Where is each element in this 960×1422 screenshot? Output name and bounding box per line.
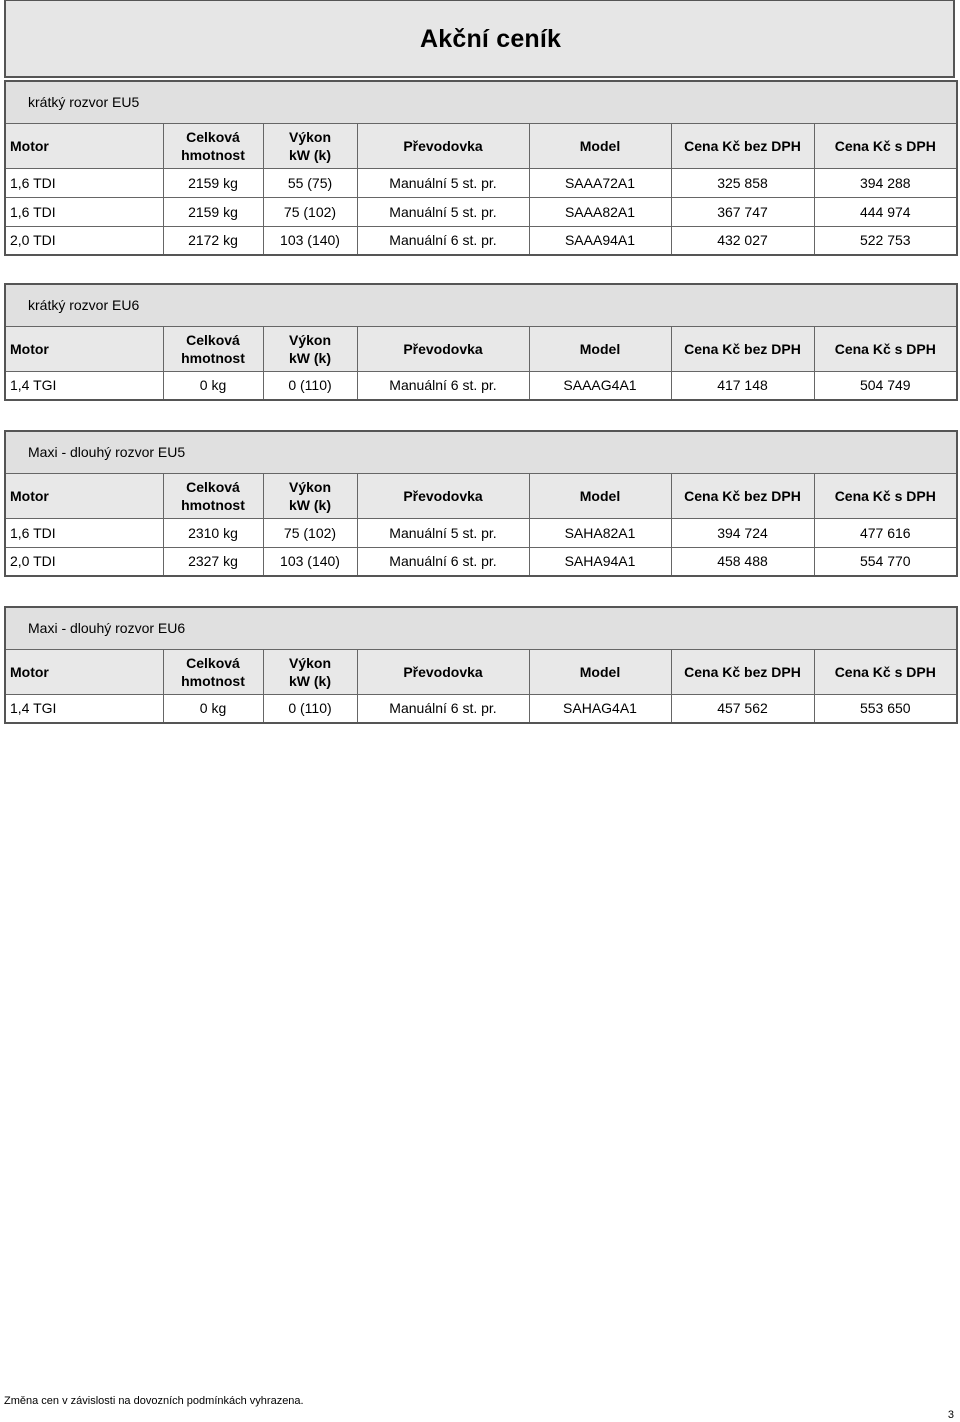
- cell-gearbox: Manuální 6 st. pr.: [357, 371, 529, 400]
- cell-price-gross: 522 753: [814, 226, 957, 255]
- cell-weight: 0 kg: [163, 694, 263, 723]
- header-price-gross: [814, 649, 957, 694]
- cell-motor: 2,0 TDI: [5, 547, 163, 576]
- cell-price-gross: 394 288: [814, 168, 957, 197]
- cell-weight: 2327 kg: [163, 547, 263, 576]
- header-row: [5, 326, 957, 371]
- cell-price-gross: 504 749: [814, 371, 957, 400]
- price-table: [4, 283, 958, 401]
- table-row: [5, 197, 957, 226]
- header-power: [263, 326, 357, 371]
- header-row: [5, 649, 957, 694]
- cell-weight: 2159 kg: [163, 168, 263, 197]
- section-title-row: [5, 431, 957, 473]
- cell-gearbox: Manuální 5 st. pr.: [357, 197, 529, 226]
- table-row: [5, 518, 957, 547]
- header-motor-text: Motor: [10, 487, 49, 504]
- header-power-text: Výkon: [288, 331, 331, 348]
- table-row: [5, 694, 957, 723]
- header-model: [529, 473, 671, 518]
- header-price-net: [671, 123, 814, 168]
- header-power-text: kW (k): [289, 349, 331, 366]
- section-title: krátký rozvor EU6: [5, 284, 957, 326]
- cell-price-net: 367 747: [671, 197, 814, 226]
- cell-gearbox: Manuální 5 st. pr.: [357, 168, 529, 197]
- footer-note: Změna cen v závislosti na dovozních podmínkách vyhrazena.: [4, 1395, 304, 1407]
- cell-price-gross: 554 770: [814, 547, 957, 576]
- table-row: [5, 168, 957, 197]
- page-title: Akční ceník: [420, 25, 562, 53]
- header-model-text: Model: [579, 487, 621, 504]
- cell-model: SAAA72A1: [529, 168, 671, 197]
- header-power-text: kW (k): [289, 672, 331, 689]
- cell-gearbox: Manuální 5 st. pr.: [357, 518, 529, 547]
- header-price-net-text: Cena Kč bez DPH: [684, 487, 801, 504]
- header-gearbox: [357, 649, 529, 694]
- header-price-gross-text: Cena Kč s DPH: [834, 487, 936, 504]
- header-weight: [163, 123, 263, 168]
- header-motor: [5, 123, 163, 168]
- header-gearbox: [357, 123, 529, 168]
- header-price-gross: [814, 123, 957, 168]
- section-title-row: [5, 81, 957, 123]
- cell-motor: 1,4 TGI: [5, 694, 163, 723]
- header-power: [263, 123, 357, 168]
- header-price-gross-text: Cena Kč s DPH: [834, 340, 936, 357]
- cell-price-gross: 444 974: [814, 197, 957, 226]
- price-table: [4, 606, 958, 724]
- header-weight: [163, 473, 263, 518]
- cell-model: SAAA82A1: [529, 197, 671, 226]
- cell-motor: 2,0 TDI: [5, 226, 163, 255]
- cell-price-net: 432 027: [671, 226, 814, 255]
- price-table: [4, 80, 958, 256]
- header-weight-text: Celková: [186, 478, 240, 495]
- cell-gearbox: Manuální 6 st. pr.: [357, 694, 529, 723]
- cell-model: SAAAG4A1: [529, 371, 671, 400]
- header-weight: [163, 649, 263, 694]
- header-motor: [5, 326, 163, 371]
- header-weight-text: hmotnost: [181, 349, 245, 366]
- cell-price-net: 417 148: [671, 371, 814, 400]
- cell-power: 0 (110): [263, 371, 357, 400]
- header-motor-text: Motor: [10, 137, 49, 154]
- cell-motor: 1,4 TGI: [5, 371, 163, 400]
- cell-model: SAHAG4A1: [529, 694, 671, 723]
- header-power-text: kW (k): [289, 146, 331, 163]
- header-price-gross-text: Cena Kč s DPH: [834, 663, 936, 680]
- cell-gearbox: Manuální 6 st. pr.: [357, 226, 529, 255]
- header-power: [263, 649, 357, 694]
- section-title-row: [5, 607, 957, 649]
- title-box: [4, 0, 955, 78]
- cell-weight: 2172 kg: [163, 226, 263, 255]
- header-power-text: Výkon: [288, 128, 331, 145]
- page-number: 3: [947, 1409, 954, 1421]
- header-motor-text: Motor: [10, 340, 49, 357]
- header-model: [529, 649, 671, 694]
- header-gearbox-text: Převodovka: [403, 340, 483, 357]
- header-price-net-text: Cena Kč bez DPH: [684, 340, 801, 357]
- table-row: [5, 226, 957, 255]
- cell-price-net: 457 562: [671, 694, 814, 723]
- header-model-text: Model: [579, 663, 621, 680]
- table-row: [5, 547, 957, 576]
- header-gearbox-text: Převodovka: [403, 137, 483, 154]
- cell-price-gross: 553 650: [814, 694, 957, 723]
- header-weight-text: hmotnost: [181, 672, 245, 689]
- header-price-gross: [814, 473, 957, 518]
- header-power-text: kW (k): [289, 496, 331, 513]
- section-title: Maxi - dlouhý rozvor EU5: [5, 431, 957, 473]
- price-table: [4, 430, 958, 577]
- header-row: [5, 123, 957, 168]
- header-gearbox: [357, 473, 529, 518]
- header-motor: [5, 473, 163, 518]
- cell-model: SAHA82A1: [529, 518, 671, 547]
- cell-weight: 2310 kg: [163, 518, 263, 547]
- cell-weight: 0 kg: [163, 371, 263, 400]
- section-title: Maxi - dlouhý rozvor EU6: [5, 607, 957, 649]
- header-price-gross: [814, 326, 957, 371]
- header-model-text: Model: [579, 340, 621, 357]
- header-model: [529, 326, 671, 371]
- header-price-net: [671, 649, 814, 694]
- cell-motor: 1,6 TDI: [5, 168, 163, 197]
- header-gearbox: [357, 326, 529, 371]
- cell-power: 0 (110): [263, 694, 357, 723]
- header-model-text: Model: [579, 137, 621, 154]
- header-weight-text: Celková: [186, 128, 240, 145]
- header-power-text: Výkon: [288, 654, 331, 671]
- section-title: krátký rozvor EU5: [5, 81, 957, 123]
- section-title-row: [5, 284, 957, 326]
- header-weight-text: hmotnost: [181, 496, 245, 513]
- header-weight: [163, 326, 263, 371]
- header-power: [263, 473, 357, 518]
- header-weight-text: hmotnost: [181, 146, 245, 163]
- header-row: [5, 473, 957, 518]
- cell-power: 103 (140): [263, 547, 357, 576]
- header-gearbox-text: Převodovka: [403, 487, 483, 504]
- cell-motor: 1,6 TDI: [5, 518, 163, 547]
- cell-power: 55 (75): [263, 168, 357, 197]
- cell-model: SAHA94A1: [529, 547, 671, 576]
- cell-price-gross: 477 616: [814, 518, 957, 547]
- header-price-net-text: Cena Kč bez DPH: [684, 137, 801, 154]
- header-motor-text: Motor: [10, 663, 49, 680]
- cell-power: 75 (102): [263, 197, 357, 226]
- cell-price-net: 325 858: [671, 168, 814, 197]
- header-gearbox-text: Převodovka: [403, 663, 483, 680]
- header-price-net-text: Cena Kč bez DPH: [684, 663, 801, 680]
- header-price-net: [671, 326, 814, 371]
- cell-motor: 1,6 TDI: [5, 197, 163, 226]
- header-motor: [5, 649, 163, 694]
- cell-price-net: 458 488: [671, 547, 814, 576]
- cell-price-net: 394 724: [671, 518, 814, 547]
- cell-weight: 2159 kg: [163, 197, 263, 226]
- cell-model: SAAA94A1: [529, 226, 671, 255]
- header-price-net: [671, 473, 814, 518]
- header-weight-text: Celková: [186, 331, 240, 348]
- header-weight-text: Celková: [186, 654, 240, 671]
- cell-power: 75 (102): [263, 518, 357, 547]
- header-price-gross-text: Cena Kč s DPH: [834, 137, 936, 154]
- table-row: [5, 371, 957, 400]
- cell-power: 103 (140): [263, 226, 357, 255]
- header-model: [529, 123, 671, 168]
- cell-gearbox: Manuální 6 st. pr.: [357, 547, 529, 576]
- header-power-text: Výkon: [288, 478, 331, 495]
